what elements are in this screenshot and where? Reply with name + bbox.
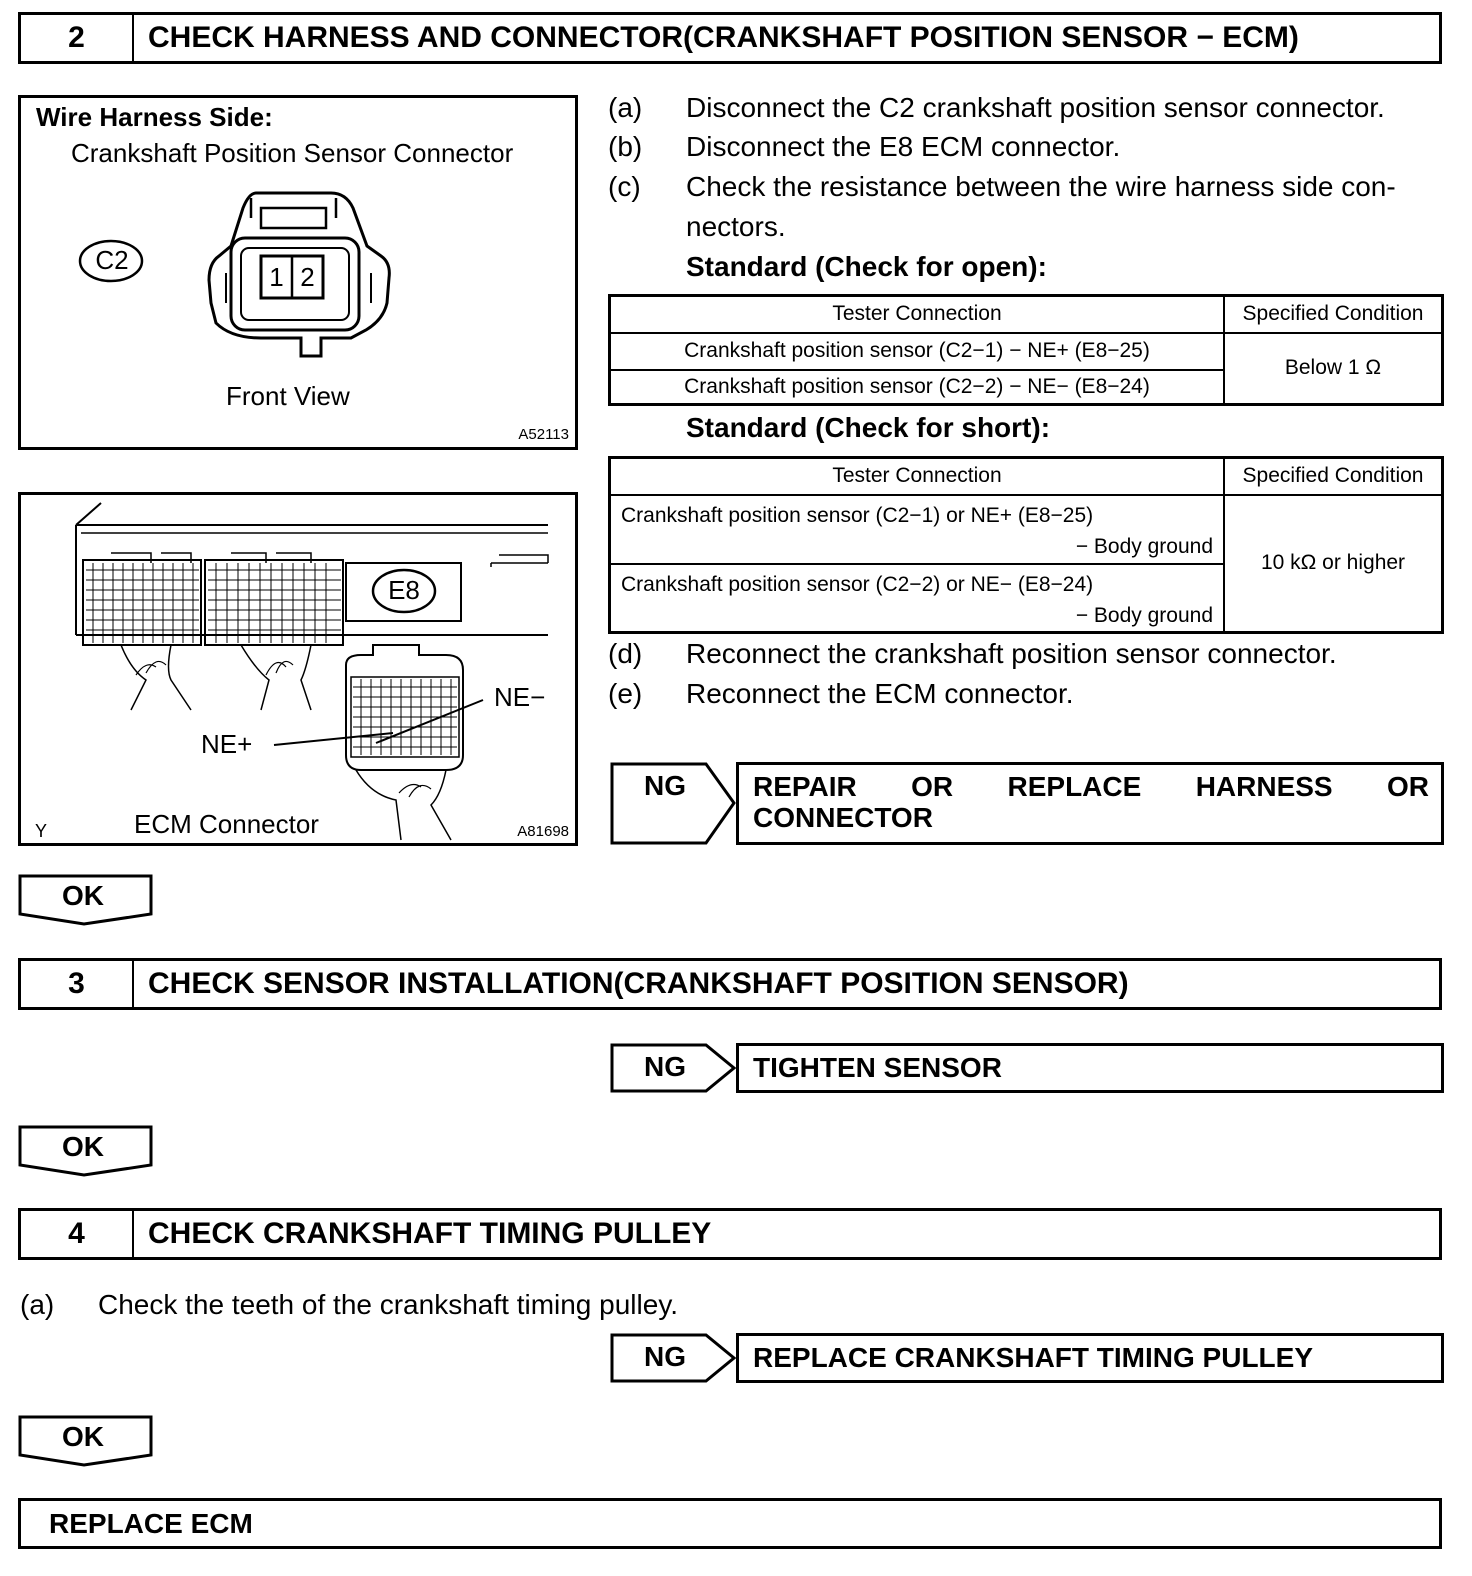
- standard-short-label: Standard (Check for short):: [686, 412, 1051, 443]
- final-action-box: REPLACE ECM: [18, 1498, 1442, 1549]
- table-cell: Crankshaft position sensor (C2−1) − NE+ (E8−25): [610, 333, 1225, 370]
- step-title: CHECK HARNESS AND CONNECTOR(CRANKSHAFT POSITION SENSOR − ECM): [148, 21, 1299, 54]
- step-2-header: [18, 12, 1442, 64]
- table-cell-condition: Below 1 Ω: [1224, 333, 1443, 405]
- instruction-c-continued: nectors.: [686, 211, 786, 242]
- ng-tag: NG: [610, 762, 738, 845]
- ng-action-line-1: REPAIR OR REPLACE HARNESS OR: [753, 771, 1429, 802]
- ecm-connector-figure: [18, 492, 578, 846]
- ne-minus-label: NE−: [494, 682, 546, 712]
- step-number: 4: [21, 1211, 134, 1257]
- step-title: CHECK SENSOR INSTALLATION(CRANKSHAFT POSITION SENSOR): [148, 967, 1129, 1000]
- step-title: CHECK CRANKSHAFT TIMING PULLEY: [148, 1217, 712, 1250]
- sensor-connector-figure: [18, 95, 578, 450]
- ok-result-step-2: OK: [18, 874, 154, 926]
- figure-id: A81698: [517, 823, 569, 840]
- step-3-header: [18, 958, 1442, 1010]
- open-check-table: [608, 294, 1444, 406]
- ng-result-step-2: [610, 762, 1444, 845]
- connector-code-e8: E8: [388, 575, 420, 605]
- corner-mark: Y: [35, 821, 48, 841]
- front-view-label: Front View: [226, 381, 350, 411]
- ng-action-box: REPLACE CRANKSHAFT TIMING PULLEY: [736, 1333, 1444, 1383]
- ng-action-box: [736, 762, 1444, 845]
- ng-action-line-2: CONNECTOR: [753, 802, 933, 833]
- ng-result-step-4: [610, 1333, 1444, 1383]
- figure-id: A52113: [518, 426, 569, 443]
- table-header-condition: Specified Condition: [1224, 296, 1443, 333]
- pin-1: 1: [269, 262, 284, 292]
- step-4-header: [18, 1208, 1442, 1260]
- ng-tag: NG: [610, 1333, 738, 1383]
- ecm-connector-drawing: [21, 495, 575, 843]
- ng-tag: NG: [610, 1043, 738, 1093]
- short-check-table: [608, 456, 1444, 634]
- ng-result-step-3: [610, 1043, 1444, 1093]
- figure-heading: Wire Harness Side:: [36, 102, 273, 132]
- ok-result-step-3: OK: [18, 1125, 154, 1177]
- step-number: 2: [21, 15, 134, 61]
- pin-2: 2: [300, 262, 315, 292]
- table-cell-condition: 10 kΩ or higher: [1224, 495, 1443, 633]
- table-cell: Crankshaft position sensor (C2−2) or NE− (E8−24) − Body ground: [610, 564, 1225, 633]
- table-header-connection: Tester Connection: [610, 458, 1225, 495]
- table-header-connection: Tester Connection: [610, 296, 1225, 333]
- ne-plus-label: NE+: [201, 729, 253, 759]
- table-cell: Crankshaft position sensor (C2−1) or NE+ (E8−25) − Body ground: [610, 495, 1225, 564]
- table-cell: Crankshaft position sensor (C2−2) − NE− (E8−24): [610, 370, 1225, 405]
- standard-open-label: Standard (Check for open):: [686, 251, 1047, 282]
- figure-subheading: Crankshaft Position Sensor Connector: [71, 138, 514, 168]
- step-number: 3: [21, 961, 134, 1007]
- connector-code-c2: C2: [95, 245, 129, 275]
- ecm-connector-caption: ECM Connector: [134, 809, 319, 839]
- ok-result-step-4: OK: [18, 1415, 154, 1467]
- ng-action-box: TIGHTEN SENSOR: [736, 1043, 1444, 1093]
- table-header-condition: Specified Condition: [1224, 458, 1443, 495]
